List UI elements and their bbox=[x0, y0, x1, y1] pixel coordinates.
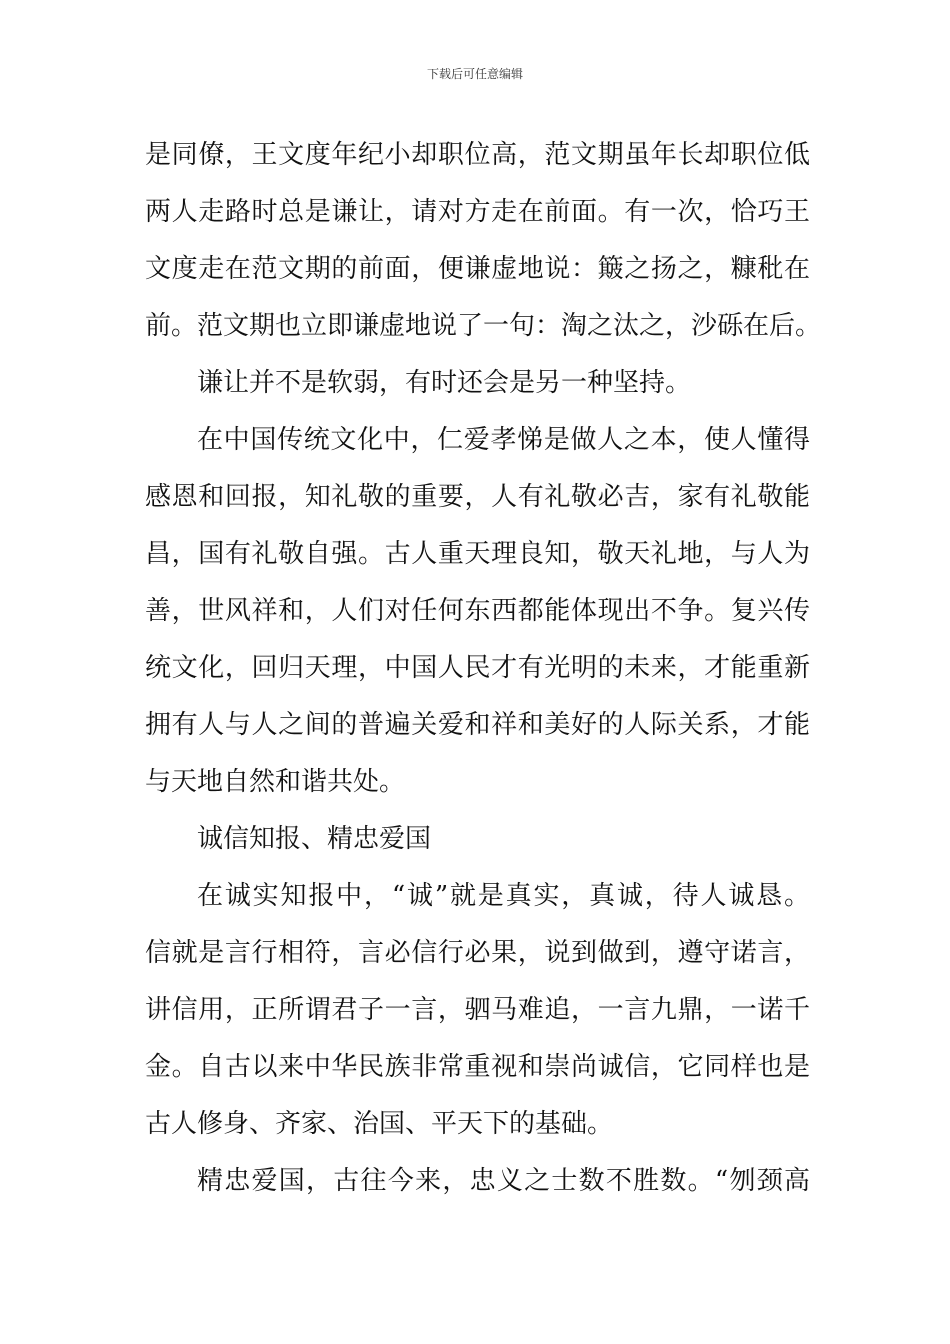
text-line: 感恩和回报，知礼敬的重要，人有礼敬必吉，家有礼敬能 bbox=[145, 482, 810, 512]
text-line: 文度走在范文期的前面，便谦虚地说：簸之扬之，糠秕在 bbox=[145, 254, 810, 284]
text-line: 金。自古以来中华民族非常重视和崇尚诚信，它同样也是 bbox=[145, 1052, 810, 1082]
text-line: 古人修身、齐家、治国、平天下的基础。 bbox=[145, 1109, 614, 1139]
text-line: 昌，国有礼敬自强。古人重天理良知，敬天礼地，与人为 bbox=[145, 539, 810, 569]
text-line: 信就是言行相符，言必信行必果，说到做到，遵守诺言， bbox=[145, 938, 810, 968]
text-line: 前。范文期也立即谦虚地说了一句：淘之汰之，沙砾在后。 bbox=[145, 311, 822, 341]
text-line: 精忠爱国，古往今来，忠义之士数不胜数。“刎颈高 bbox=[197, 1166, 810, 1196]
text-line: 拥有人与人之间的普遍关爱和祥和美好的人际关系，才能 bbox=[145, 710, 810, 740]
text-line: 善，世风祥和，人们对任何东西都能体现出不争。复兴传 bbox=[145, 596, 810, 626]
text-line: 在中国传统文化中，仁爱孝悌是做人之本，使人懂得 bbox=[197, 425, 810, 455]
section-heading: 诚信知报、精忠爱国 bbox=[197, 824, 432, 854]
text-line: 在诚实知报中，“诚”就是真实，真诚，待人诚恳。 bbox=[197, 881, 810, 911]
page-header: 下载后可任意编辑 bbox=[426, 67, 523, 81]
text-line: 统文化，回归天理，中国人民才有光明的未来，才能重新 bbox=[145, 653, 810, 683]
document-body bbox=[145, 127, 822, 1210]
text-line: 是同僚，王文度年纪小却职位高，范文期虽年长却职位低 bbox=[145, 140, 810, 170]
text-line: 讲信用，正所谓君子一言，驷马难追，一言九鼎，一诺千 bbox=[145, 995, 810, 1025]
text-line: 谦让并不是软弱，有时还会是另一种坚持。 bbox=[197, 368, 692, 398]
text-line: 两人走路时总是谦让，请对方走在前面。有一次，恰巧王 bbox=[145, 197, 810, 227]
text-line: 与天地自然和谐共处。 bbox=[145, 767, 406, 797]
